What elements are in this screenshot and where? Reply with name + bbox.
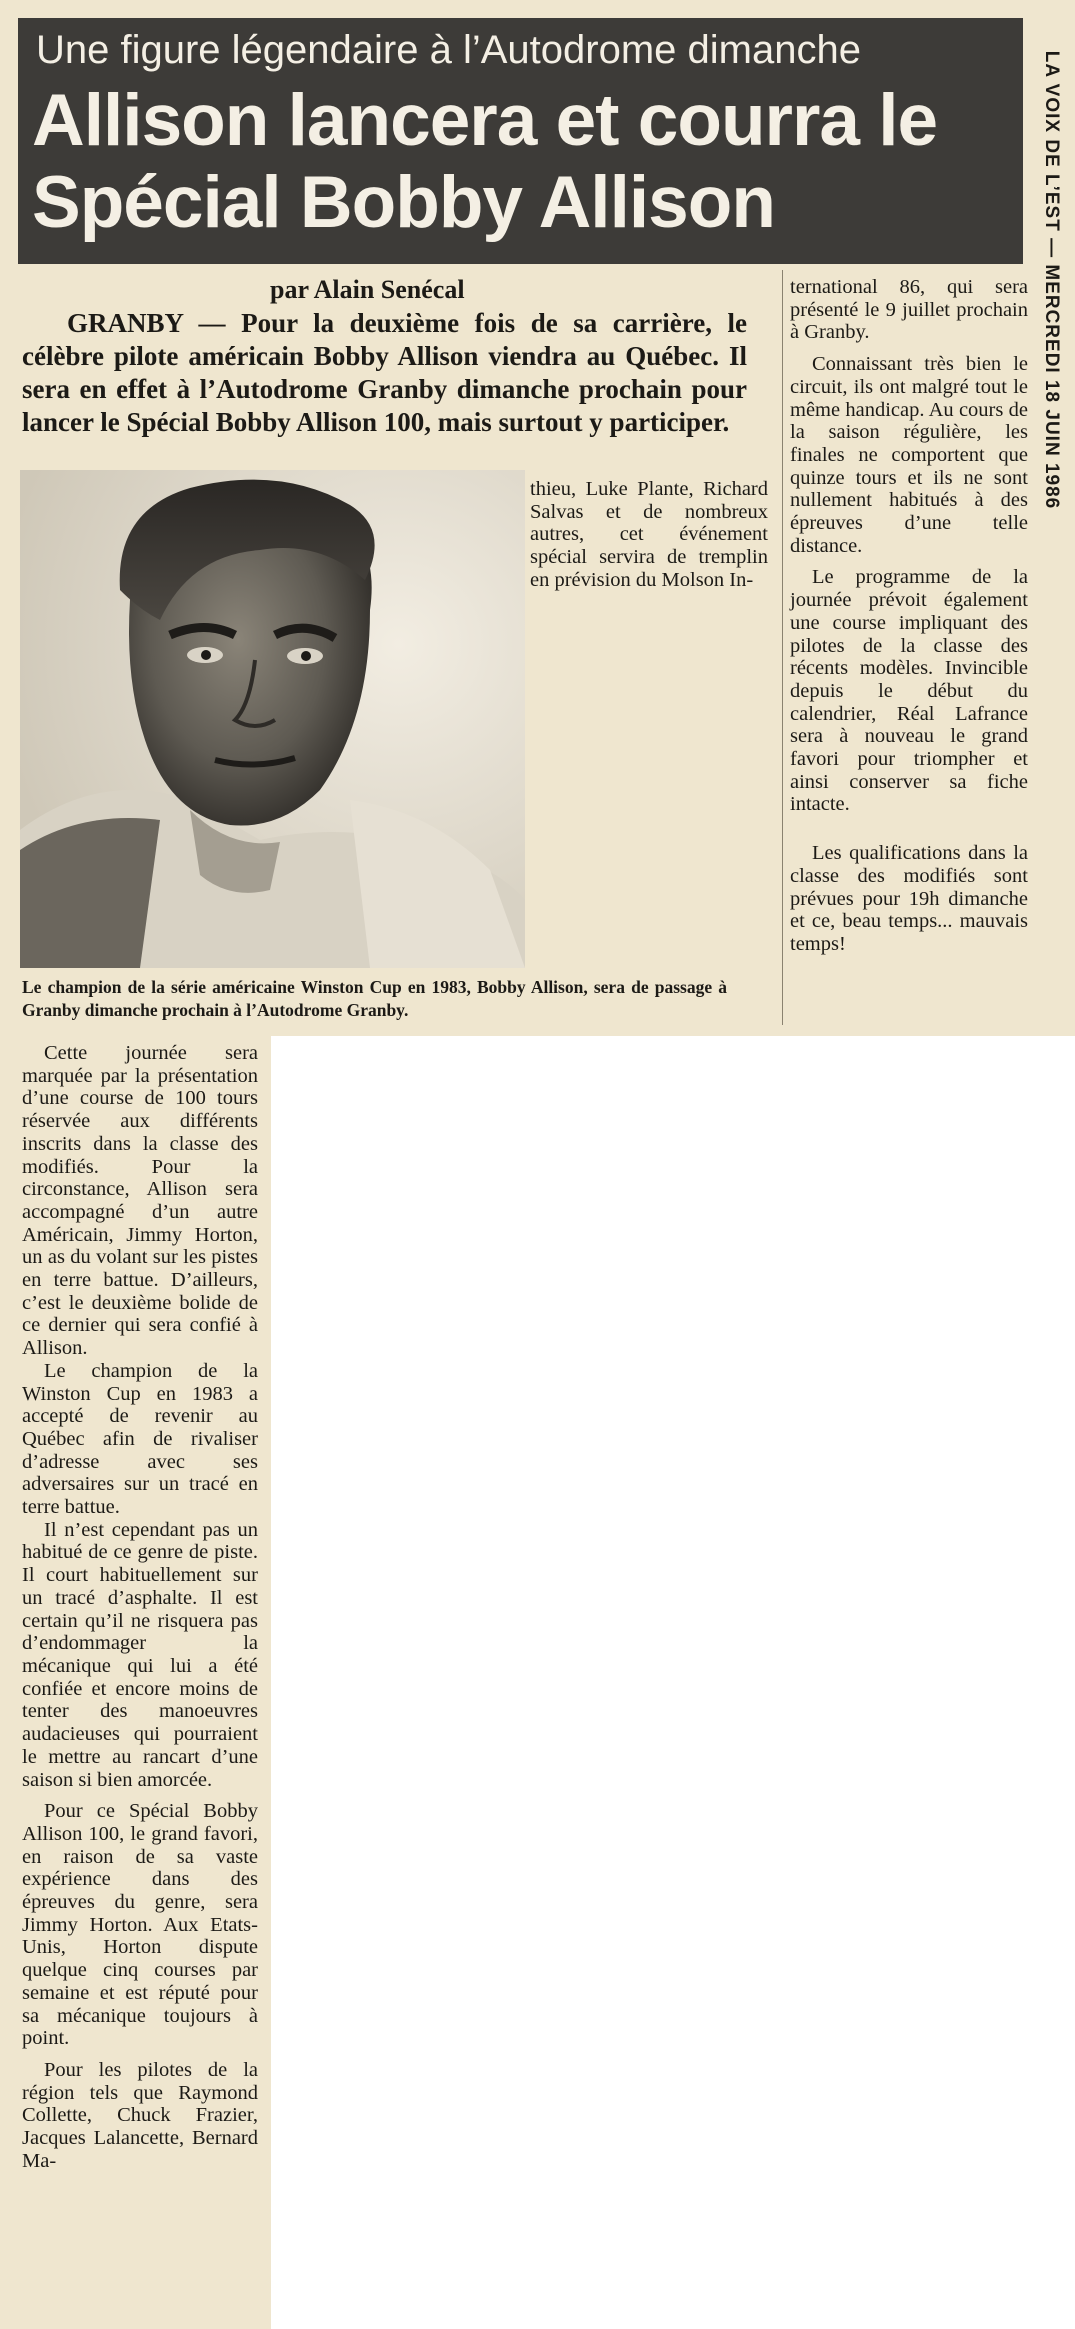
column-mid: [530, 478, 768, 592]
article-paragraph: ternational 86, qui sera présenté le 9 juillet prochain à Granby.: [790, 276, 1028, 344]
dateline: [1034, 30, 1068, 530]
byline: par Alain Senécal: [270, 275, 465, 304]
column-left: [22, 1042, 258, 2172]
article-paragraph: Pour ce Spécial Bobby Allison 100, le grand favori, en raison de sa vaste expérience dans des épreuves du genre, sera Jimmy Horton. Aux Etats-Unis, Horton dispute quelque cinq courses par semaine et est réputé pour sa mécanique toujours à point.: [22, 1800, 258, 2050]
article-paragraph: Connaissant très bien le circuit, ils ont malgré tout le même handicap. Au cours de la saison régulière, les finales ne comportent que quinze tours et ils ne sont nullement habitués à des épreuves d’une telle distance.: [790, 353, 1028, 557]
headline: Allison lancera et courra le Spécial Bobby Allison: [32, 80, 938, 243]
portrait-image: [20, 470, 525, 968]
article-paragraph: Il n’est cependant pas un habitué de ce genre de piste. Il court habituellement sur un tracé d’asphalte. Il est certain qu’il ne risquera pas d’endommager la mécanique qui lui a été confiée et encore moins de tenter des manoeuvres audacieuses qui pourraient le mettre au rancart d’une saison si bien amorcée.: [22, 1518, 258, 1791]
lead-paragraph: GRANBY — Pour la deuxième fois de sa carrière, le célèbre pilote américain Bobby Allison viendra au Québec. Il sera en effet à l’Autodrome Granby dimanche prochain pour lancer le Spécial Bobby Allison 100, mais surtout y participer.: [22, 308, 747, 437]
column-rule: [782, 270, 783, 1025]
column-right: [790, 276, 1028, 956]
article-paragraph: Le champion de la Winston Cup en 1983 a accepté de revenir au Québec afin de rivaliser d’adresse avec ses adversaires sur un tracé en terre battue.: [22, 1359, 258, 1519]
photo-bobby-allison: [20, 470, 525, 968]
article-paragraph: Pour les pilotes de la région tels que Raymond Collette, Chuck Frazier, Jacques Lalancette, Bernard Ma-: [22, 2058, 258, 2172]
photo-caption: Le champion de la série américaine Winston Cup en 1983, Bobby Allison, sera de passage à Granby dimanche prochain à l’Autodrome Granby.: [22, 977, 727, 1020]
article-paragraph: thieu, Luke Plante, Richard Salvas et de nombreux autres, cet événement spécial servira de tremplin en prévision du Molson In-: [530, 478, 768, 591]
kicker: Une figure légendaire à l’Autodrome dimanche: [36, 28, 861, 72]
article-paragraph: Cette journée sera marquée par la présentation d’une course de 100 tours réservée aux différents inscrits dans la classe des modifiés. Pour la circonstance, Allison sera accompagné d’un autre Américain, Jimmy Horton, un as du volant sur les pistes en terre battue. D’ailleurs, c’est le deuxième bolide de ce dernier qui sera confié à Allison.: [22, 1042, 258, 1360]
article-paragraph: Le programme de la journée prévoit également une course impliquant des pilotes de la classe des récents modèles. Invincible depuis le début du calendrier, Réal Lafrance sera à nouveau le grand favori pour triompher et ainsi conserver sa fiche intacte.: [790, 566, 1028, 816]
dateline-text: LA VOIX DE L’EST — MERCREDI 18 JUIN 1986: [1041, 50, 1062, 510]
article-paragraph: Les qualifications dans la classe des modifiés sont prévues pour 19h dimanche et ce, beau temps... mauvais temps!: [790, 842, 1028, 955]
headline-banner: [18, 18, 1023, 264]
